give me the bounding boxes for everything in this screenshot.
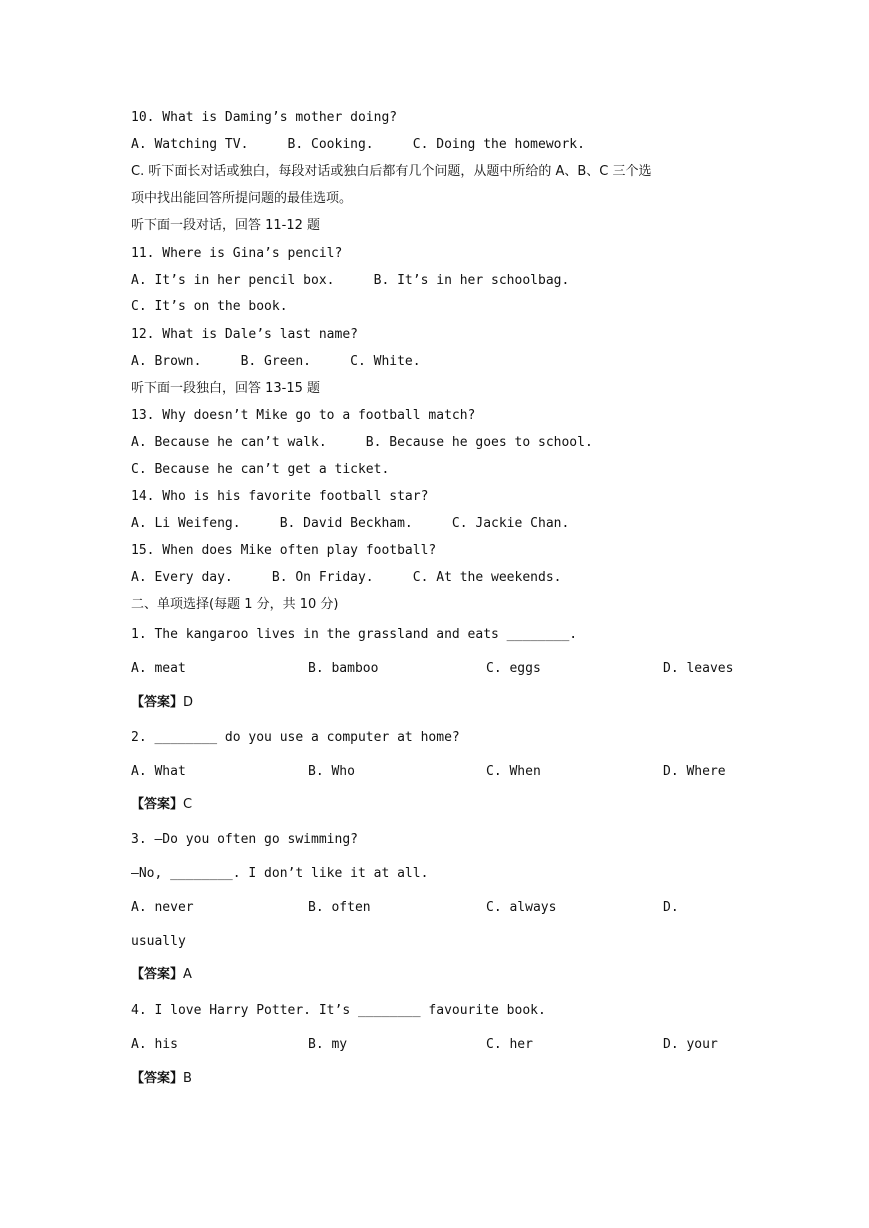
- answer-label: 【答案】: [131, 695, 184, 710]
- mc-question-3-option-d: D.: [663, 900, 679, 915]
- mc-question-2-answer: [131, 797, 192, 813]
- answer-value: B: [183, 1071, 192, 1086]
- mc-question-4-option-a: A. his: [131, 1037, 178, 1052]
- question-15: 15. When does Mike often play football?: [131, 543, 437, 558]
- mc-question-3-option-d-wrap: usually: [131, 934, 186, 949]
- mc-question-1-option-b: B. bamboo: [308, 661, 379, 676]
- question-10-options: A. Watching TV. B. Cooking. C. Doing the homework.: [131, 137, 585, 152]
- mc-question-1-option-d: D. leaves: [663, 661, 734, 676]
- mc-question-4-stem: 4. I love Harry Potter. It’s ________ favourite book.: [131, 1003, 546, 1018]
- mc-question-4-option-c: C. her: [486, 1037, 533, 1052]
- mc-question-3-option-c: C. always: [486, 900, 557, 915]
- question-14: 14. Who is his favorite football star?: [131, 489, 429, 504]
- question-11: 11. Where is Gina’s pencil?: [131, 246, 343, 261]
- question-13-options-line2: C. Because he can’t get a ticket.: [131, 462, 390, 477]
- mc-question-2-option-a: A. What: [131, 764, 186, 779]
- mc-question-2-stem: 2. ________ do you use a computer at home?: [131, 730, 460, 745]
- mc-question-1-option-c: C. eggs: [486, 661, 541, 676]
- mc-question-2-option-c: C. When: [486, 764, 541, 779]
- mc-question-4-option-b: B. my: [308, 1037, 348, 1052]
- mc-question-4-answer: [131, 1071, 192, 1087]
- dialogue-intro: 听下面一段对话，回答 11-12 题: [131, 218, 321, 233]
- mc-question-1-option-a: A. meat: [131, 661, 186, 676]
- question-11-options-line2: C. It’s on the book.: [131, 299, 288, 314]
- question-14-options: A. Li Weifeng. B. David Beckham. C. Jackie Chan.: [131, 516, 570, 531]
- monologue-intro: 听下面一段独白，回答 13-15 题: [131, 381, 321, 396]
- mc-question-1-stem: 1. The kangaroo lives in the grassland and eats ________.: [131, 627, 578, 642]
- mc-question-3-stem-reply: —No, ________. I don’t like it at all.: [131, 866, 429, 881]
- question-13-options-line1: A. Because he can’t walk. B. Because he goes to school.: [131, 435, 593, 450]
- mc-question-3-option-b: B. often: [308, 900, 371, 915]
- mc-question-3-option-a: A. never: [131, 900, 194, 915]
- mc-question-2-option-b: B. Who: [308, 764, 355, 779]
- answer-label: 【答案】: [131, 967, 184, 982]
- mc-question-4-option-d: D. your: [663, 1037, 718, 1052]
- mc-question-1-answer: [131, 695, 193, 711]
- question-11-options-line1: A. It’s in her pencil box. B. It’s in her schoolbag.: [131, 273, 570, 288]
- question-12: 12. What is Dale’s last name?: [131, 327, 358, 342]
- mc-question-3-answer: [131, 967, 192, 983]
- answer-value: A: [183, 967, 192, 982]
- question-15-options: A. Every day. B. On Friday. C. At the weekends.: [131, 570, 562, 585]
- section-c-instruction-line2: 项中找出能回答所提问题的最佳选项。: [131, 191, 353, 206]
- answer-value: D: [183, 695, 194, 710]
- question-13: 13. Why doesn’t Mike go to a football match?: [131, 408, 476, 423]
- answer-label: 【答案】: [131, 797, 184, 812]
- answer-value: C: [183, 797, 193, 812]
- answer-label: 【答案】: [131, 1071, 184, 1086]
- mc-question-3-stem: 3. —Do you often go swimming?: [131, 832, 358, 847]
- section-c-instruction-line1: C. 听下面长对话或独白，每段对话或独白后都有几个问题，从题中所给的 A、B、C 三个选: [131, 164, 652, 179]
- mc-question-2-option-d: D. Where: [663, 764, 726, 779]
- section-2-heading: 二、单项选择(每题 1 分，共 10 分): [131, 597, 339, 612]
- question-12-options: A. Brown. B. Green. C. White.: [131, 354, 421, 369]
- question-10: 10. What is Daming’s mother doing?: [131, 110, 398, 125]
